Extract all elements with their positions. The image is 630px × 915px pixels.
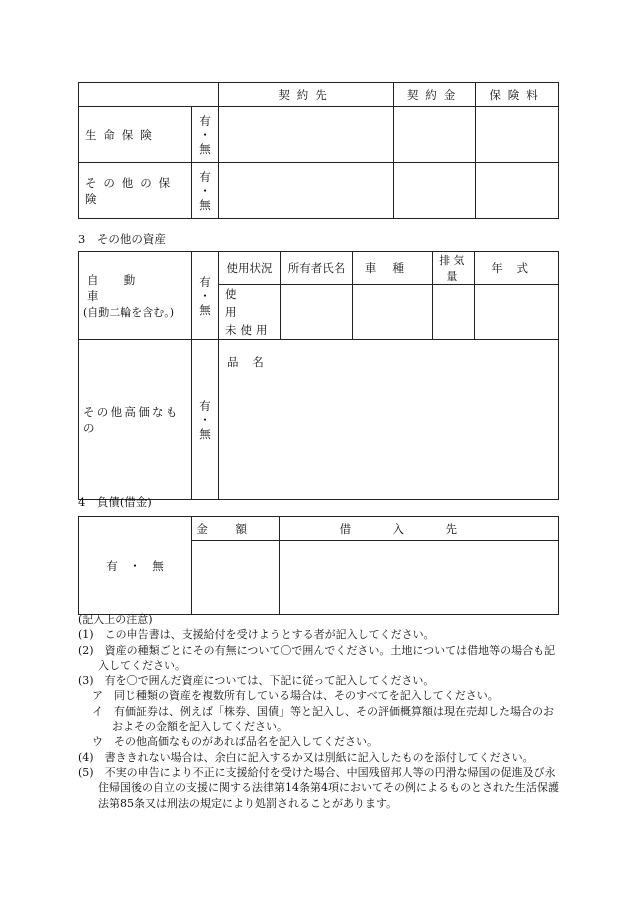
choice-dot: ・ xyxy=(199,412,211,427)
note-3a: ア 同じ種類の資産を複数所有している場合は、そのすべてを記入してください。 xyxy=(92,689,499,703)
valuables-choice[interactable] xyxy=(192,340,219,500)
vehicle-header-row xyxy=(79,252,559,285)
item-name-cell[interactable] xyxy=(219,340,559,500)
displacement-header: 排気量 xyxy=(433,252,475,285)
note-1: (1) この申告書は、支援給付を受けようとする者が記入してください。 xyxy=(78,628,435,642)
model-year-header: 年式 xyxy=(475,252,559,285)
premium-header: 保険料 xyxy=(476,83,559,107)
choice-no[interactable]: 無 xyxy=(199,426,211,441)
lender-header: 借入先 xyxy=(280,517,559,541)
other-insurance-row xyxy=(79,163,559,219)
choice-yes[interactable]: 有 xyxy=(199,398,211,413)
life-insurance-premium[interactable] xyxy=(476,107,559,163)
other-insurance-contract-amount[interactable] xyxy=(394,163,476,219)
life-insurance-choice[interactable] xyxy=(192,107,219,163)
choice-dot: ・ xyxy=(199,127,211,142)
other-insurance-premium[interactable] xyxy=(476,163,559,219)
note-3: (3) 有を〇で囲んだ資産については、下記に従って記入してください。 xyxy=(78,674,435,688)
debt-table xyxy=(78,516,559,615)
choice-no[interactable]: 無 xyxy=(199,302,211,317)
choice-dot: ・ xyxy=(199,288,211,303)
choice-yes[interactable]: 有 xyxy=(199,113,211,128)
blank-header-cell xyxy=(79,83,219,107)
usage-status-cell[interactable] xyxy=(219,285,281,340)
life-insurance-label: 生命保険 xyxy=(79,107,192,163)
choice-dot: ・ xyxy=(199,183,211,198)
section-3-heading: 3 その他の資産 xyxy=(78,232,166,246)
choice-no[interactable]: 無 xyxy=(199,141,211,156)
contract-party-header: 契約先 xyxy=(219,83,394,107)
insurance-header-row xyxy=(79,83,559,107)
lender-cell[interactable] xyxy=(280,541,559,615)
owner-name-cell[interactable] xyxy=(281,285,353,340)
vehicle-label xyxy=(79,252,192,340)
vehicle-type-cell[interactable] xyxy=(353,285,433,340)
displacement-cell[interactable] xyxy=(433,285,475,340)
other-insurance-contract-party[interactable] xyxy=(219,163,394,219)
usage-not-in-use[interactable]: 未使用 xyxy=(225,323,272,337)
item-name-label: 品名 xyxy=(227,355,278,369)
vehicle-label-line1-wrap xyxy=(79,272,191,304)
life-insurance-row xyxy=(79,107,559,163)
other-assets-table xyxy=(78,251,559,500)
vehicle-label-line2: (自動二輪を含む。) xyxy=(83,305,175,319)
usage-status-header: 使用状況 xyxy=(219,252,281,285)
choice-yes[interactable]: 有 xyxy=(199,169,211,184)
valuables-row xyxy=(79,340,559,500)
debt-header-row xyxy=(79,517,559,541)
notes-title: (記入上の注意) xyxy=(78,613,153,626)
choice-yes[interactable]: 有 xyxy=(199,274,211,289)
valuables-label: その他高価なもの xyxy=(79,340,192,500)
debt-choice[interactable]: 有 ・ 無 xyxy=(79,517,192,615)
choice-no[interactable]: 無 xyxy=(199,197,211,212)
life-insurance-contract-party[interactable] xyxy=(219,107,394,163)
vehicle-choice[interactable] xyxy=(192,252,219,340)
amount-header: 金額 xyxy=(192,517,280,541)
amount-cell[interactable] xyxy=(192,541,280,615)
owner-name-header: 所有者氏名 xyxy=(281,252,353,285)
note-3b: イ 有価証券は、例えば「株券、国債」等と記入し、その評価概算額は現在売却した場合のおおよその金額を記入してください。 xyxy=(92,704,554,734)
life-insurance-contract-amount[interactable] xyxy=(394,107,476,163)
usage-in-use[interactable]: 使用 xyxy=(225,287,255,319)
vehicle-type-header: 車種 xyxy=(353,252,433,285)
contract-amount-header: 契約金 xyxy=(394,83,476,107)
notes-section xyxy=(78,612,560,811)
note-3c: ウ その他高価なものがあれば品名を記入してください。 xyxy=(92,735,378,749)
note-5: (5) 不実の申告により不正に支援給付を受けた場合、中国残留邦人等の円滑な帰国の促進及び永住帰国後の自立の支援に関する法律第14条第4項においてその例によるものとされた生活保護法第85条又は刑法の規定により処罰されることがあります。 xyxy=(78,765,559,810)
note-4: (4) 書ききれない場合は、余白に記入するか又は別紙に記入したものを添付してください。 xyxy=(78,750,534,764)
section-4-heading: 4 負債(借金) xyxy=(78,495,152,509)
other-insurance-label: その他の保険 xyxy=(79,163,192,219)
note-2: (2) 資産の種類ごとにその有無について〇で囲んでください。土地については借地等の場合も記入してください。 xyxy=(78,643,556,672)
vehicle-label-line1: 自動車 xyxy=(87,272,161,303)
insurance-table xyxy=(78,82,559,219)
model-year-cell[interactable] xyxy=(475,285,559,340)
other-insurance-choice[interactable] xyxy=(192,163,219,219)
